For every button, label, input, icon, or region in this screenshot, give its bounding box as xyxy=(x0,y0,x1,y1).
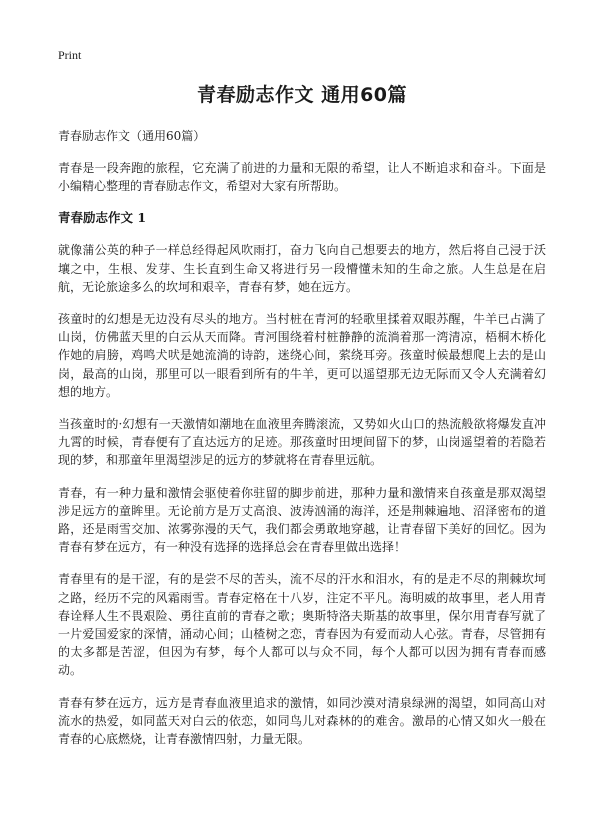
body-paragraph-5: 青春里有的是干涩，有的是尝不尽的苦头，流不尽的汗水和泪水，有的是走不尽的荆棘坎坷之路，经历不完的风霜雨雪。青春定格在十八岁，注定不平凡。海明威的故事里，老人用青春诠释人生不畏艰险、勇往直前的青春之歌；奥斯特洛夫斯基的故事里，保尔用青春写就了一片爱国爱家的深情，涌动心间；山楂树之恋，青春因为有爱而动人心弦。青春，尽管拥有的太多都是苦涩，但因为有梦，每个人都可以与众不同，每个人都可以因为拥有青春而感动。 xyxy=(58,572,546,678)
body-paragraph-1: 就像蒲公英的种子一样总经得起风吹雨打，奋力飞向自己想要去的地方，然后将自己浸于沃壤之中，生根、发芽、生长直到生命又将进行另一段懵懂未知的生命之旅。人生总是在启航，无论旅途多么的坎坷和艰辛，青春有梦，她在远方。 xyxy=(58,243,546,294)
document-subtitle: 青春励志作文（通用60篇） xyxy=(58,129,206,143)
intro-paragraph: 青春是一段奔跑的旅程，它充满了前进的力量和无限的希望，让人不断追求和奋斗。下面是小编精心整理的青春励志作文，希望对大家有所帮助。 xyxy=(58,161,546,194)
document-title: 青春励志作文 通用60篇 xyxy=(196,84,408,106)
body-paragraph-4: 青春，有一种力量和激情会驱使着你驻留的脚步前进，那种力量和激情来自孩童是那双渴望涉足远方的童眸里。无论前方是万丈高浪、波涛汹涌的海洋，还是荆棘遍地、沼泽密布的道路，还是雨雪交加、浓雾弥漫的天气，我们都会勇敢地穿越，让青春留下美好的回忆。因为青春有梦在远方，有一种没有选择的选择总会在青春里做出选择！ xyxy=(58,485,546,555)
section-heading: 青春励志作文 1 xyxy=(58,210,147,226)
print-link[interactable]: Print xyxy=(58,48,82,62)
body-paragraph-6: 青春有梦在远方，远方是青春血液里追求的激情，如同沙漠对清泉绿洲的渴望，如同高山对流水的热爱，如同蓝天对白云的依恋，如同鸟儿对森林的的难舍。激昂的心情又如火一般在青春的心底燃烧，让青春激情四射，力量无限。 xyxy=(58,695,546,747)
body-paragraph-2: 孩童时的幻想是无边没有尽头的地方。当村桩在青河的轻歌里揉着双眼苏醒，牛羊已占满了山岗，仿佛蓝天里的白云从天而降。青河围绕着村桩静静的流淌着那一湾清凉，梧桐木桥化作她的肩膀，鸡鸣犬吠是她流淌的诗韵，迷绕心间，萦绕耳旁。孩童时候最想爬上去的是山岗，最高的山岗，那里可以一眼看到所有的牛羊，更可以遥望那无边无际而又令人充满着幻想的地方。 xyxy=(58,312,546,399)
body-paragraph-3: 当孩童时的·幻想有一天激情如潮地在血液里奔腾滚流，又势如火山口的热流般欲将爆发直冲九霄的时候，青春便有了直达远方的足迹。那孩童时田埂间留下的梦，山岗遥望着的若隐若现的梦，和那童年里渴望涉足的远方的梦就将在青春里远航。 xyxy=(58,417,546,468)
